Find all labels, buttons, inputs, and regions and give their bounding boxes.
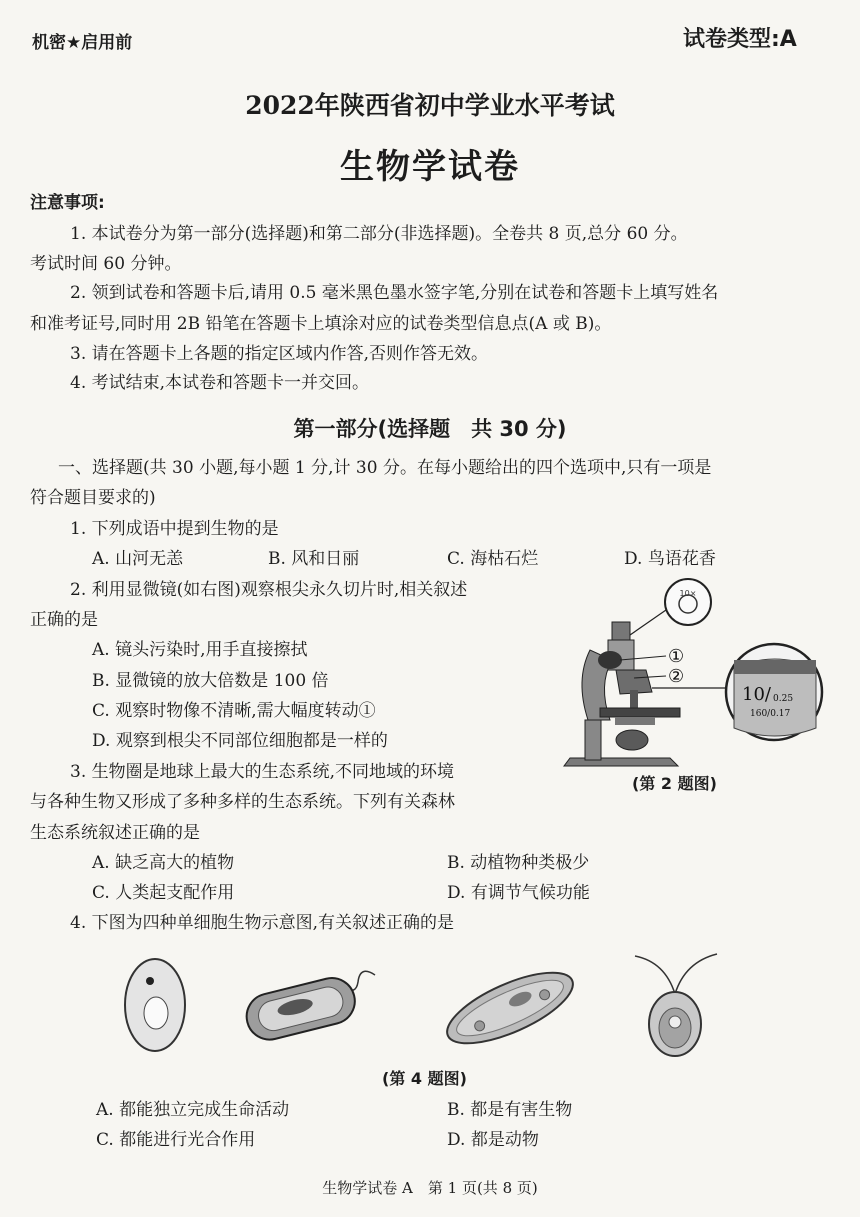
q2-stem: 正确的是: [30, 610, 98, 630]
q3-option-b: B. 动植物种类极少: [447, 853, 590, 873]
bacterium-icon: [240, 960, 390, 1050]
q3-option-a: A. 缺乏高大的植物: [92, 853, 235, 873]
q1-option-c: C. 海枯石烂: [447, 549, 539, 569]
q2-option-a: A. 镜头污染时,用手直接擦拭: [92, 640, 308, 660]
part1-instruction: 一、选择题(共 30 小题,每小题 1 分,计 30 分。在每小题给出的四个选项中,只有一项是: [58, 458, 712, 478]
q3-option-c: C. 人类起支配作用: [92, 883, 235, 903]
eyepiece-label: 10×: [679, 589, 697, 598]
q4-option-c: C. 都能进行光合作用: [96, 1130, 256, 1150]
notes-heading: 注意事项:: [30, 193, 105, 213]
q4-option-d: D. 都是动物: [447, 1130, 539, 1150]
exam-title: 2022年陕西省初中学业水平考试: [245, 91, 615, 120]
paper-subtitle: 生物学试卷: [340, 147, 520, 187]
marker-2: ②: [668, 666, 685, 687]
chlamydomonas-icon: [625, 942, 725, 1062]
marker-1: ①: [668, 646, 685, 667]
q4-option-a: A. 都能独立完成生命活动: [96, 1100, 290, 1120]
q1-option-a: A. 山河无恙: [92, 549, 184, 569]
q3-stem: 与各种生物又形成了多种多样的生态系统。下列有关森林: [30, 792, 455, 812]
objective-label-sub: 160/0.17: [750, 709, 791, 719]
q2-option-b: B. 显微镜的放大倍数是 100 倍: [92, 671, 329, 691]
part1-instruction: 符合题目要求的): [30, 488, 156, 508]
note-item: 2. 领到试卷和答题卡后,请用 0.5 毫米黑色墨水签字笔,分别在试卷和答题卡上填写姓名: [70, 283, 719, 303]
q2-figure-caption: (第 2 题图): [632, 774, 717, 793]
q3-stem: 3. 生物圈是地球上最大的生态系统,不同地域的环境: [70, 762, 455, 782]
paramecium-icon: [435, 960, 585, 1055]
q4-stem: 4. 下图为四种单细胞生物示意图,有关叙述正确的是: [70, 913, 455, 933]
q4-option-b: B. 都是有害生物: [447, 1100, 573, 1120]
note-item: 考试时间 60 分钟。: [30, 254, 182, 274]
q3-stem: 生态系统叙述正确的是: [30, 823, 200, 843]
objective-label-main: 10/: [742, 684, 771, 705]
note-item: 和准考证号,同时用 2B 铅笔在答题卡上填涂对应的试卷类型信息点(A 或 B)。: [30, 314, 612, 334]
page-footer: 生物学试卷 A 第 1 页(共 8 页): [322, 1179, 538, 1197]
q1-option-d: D. 鸟语花香: [624, 549, 716, 569]
microscope-icon: [560, 580, 840, 780]
q1-option-b: B. 风和日丽: [268, 549, 360, 569]
q2-option-c: C. 观察时物像不清晰,需大幅度转动①: [92, 701, 376, 721]
q2-stem: 2. 利用显微镜(如右图)观察根尖永久切片时,相关叙述: [70, 580, 468, 600]
note-item: 3. 请在答题卡上各题的指定区域内作答,否则作答无效。: [70, 344, 489, 364]
q4-figure-caption: (第 4 题图): [382, 1069, 467, 1088]
yeast-cell-icon: [120, 955, 190, 1055]
q2-option-d: D. 观察到根尖不同部位细胞都是一样的: [92, 731, 388, 751]
paper-type: 试卷类型:A: [683, 27, 797, 52]
objective-label-na: 0.25: [773, 694, 794, 704]
note-item: 1. 本试卷分为第一部分(选择题)和第二部分(非选择题)。全卷共 8 页,总分 60 分。: [70, 224, 688, 244]
note-item: 4. 考试结束,本试卷和答题卡一并交回。: [70, 373, 370, 393]
confidential-mark: 机密★启用前: [32, 33, 133, 53]
q1-stem: 1. 下列成语中提到生物的是: [70, 519, 279, 539]
part1-title: 第一部分(选择题 共 30 分): [293, 417, 567, 441]
q3-option-d: D. 有调节气候功能: [447, 883, 590, 903]
